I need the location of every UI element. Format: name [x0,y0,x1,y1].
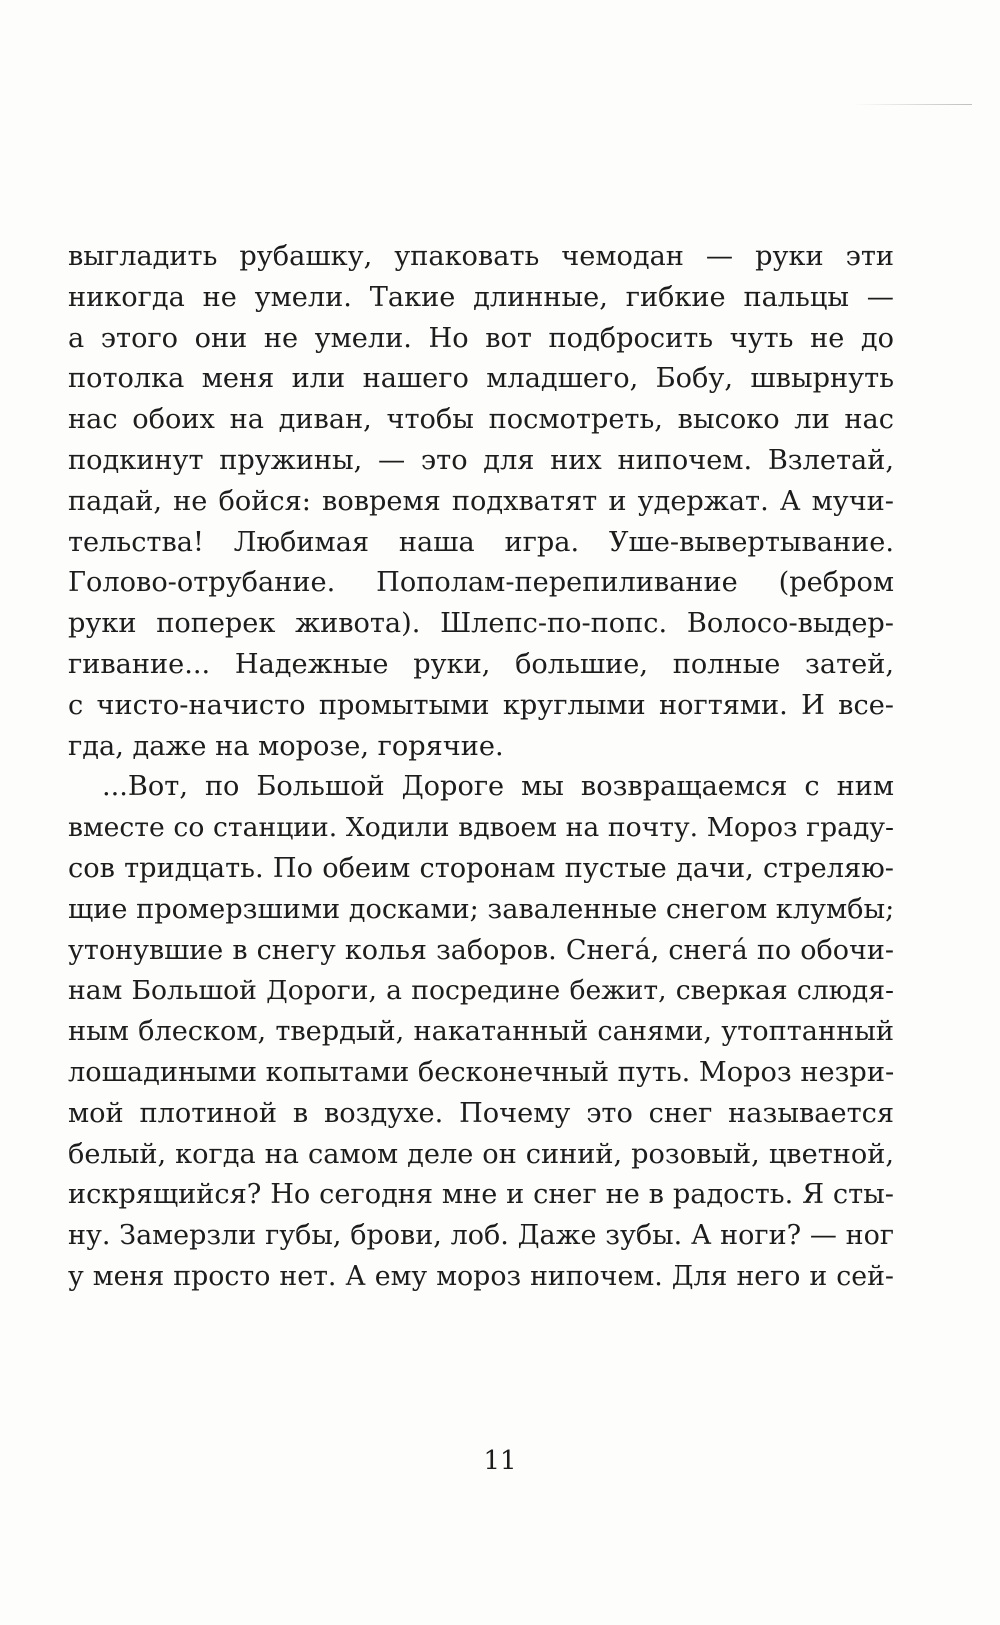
paragraph-2 [68,767,894,1297]
text-line: ...Вот, по Большой Дороге мы возвращаемся с ним [102,771,894,803]
text-line: а этого они не умели. Но вот подбросить чуть не до [68,322,894,354]
paragraph-1 [68,237,894,767]
text-line: нам Большой Дороги, а посредине бежит, сверкая слюдя- [68,975,894,1007]
text-line: нас обоих на диван, чтобы посмотреть, высоко ли нас [68,404,894,436]
text-line: тельства! Любимая наша игра. Уше-вывертывание. [68,526,894,558]
text-line: утонувшие в снегу колья заборов. Снегá, снегá по обочи- [68,934,894,966]
text-line: ну. Замерзли губы, брови, лоб. Даже зубы. А ноги? — ног [68,1220,894,1252]
text-line: гда, даже на морозе, горячие. [68,730,504,762]
text-line: никогда не умели. Такие длинные, гибкие пальцы — [68,281,894,313]
text-line: сов тридцать. По обеим сторонам пустые дачи, стреляю- [68,852,894,884]
text-line: белый, когда на самом деле он синий, розовый, цветной, [68,1138,894,1170]
scan-edge-mark [852,104,972,105]
body-text [68,237,894,1298]
text-line: лошадиными копытами бесконечный путь. Мороз незри- [68,1056,894,1088]
text-line: у меня просто нет. А ему мороз нипочем. Для него и сей- [68,1260,894,1292]
text-line: ным блеском, твердый, накатанный санями, утоптанный [68,1016,894,1048]
text-line: мой плотиной в воздухе. Почему это снег называется [68,1097,894,1129]
text-line: искрящийся? Но сегодня мне и снег не в радость. Я сты- [68,1179,894,1211]
text-line: падай, не бойся: вовремя подхватят и удержат. А мучи- [68,485,894,517]
text-line: Голово-отрубание. Пополам-перепиливание (ребром [68,567,894,599]
text-line: с чисто-начисто промытыми круглыми ногтями. И все- [68,689,894,721]
page-number: 11 [483,1446,517,1476]
text-line: подкинут пружины, — это для них нипочем. Взлетай, [68,444,894,476]
text-line: вместе со станции. Ходили вдвоем на почту. Мороз граду- [68,812,894,844]
text-line: руки поперек живота). Шлепс-по-попс. Волосо-выдер- [68,608,894,640]
text-line: гивание... Надежные руки, большие, полные затей, [68,648,894,680]
text-line: выгладить рубашку, упаковать чемодан — руки эти [68,241,894,272]
text-line: щие промерзшими досками; заваленные снегом клумбы; [68,893,894,925]
text-line: потолка меня или нашего младшего, Бобу, швырнуть [68,363,894,395]
